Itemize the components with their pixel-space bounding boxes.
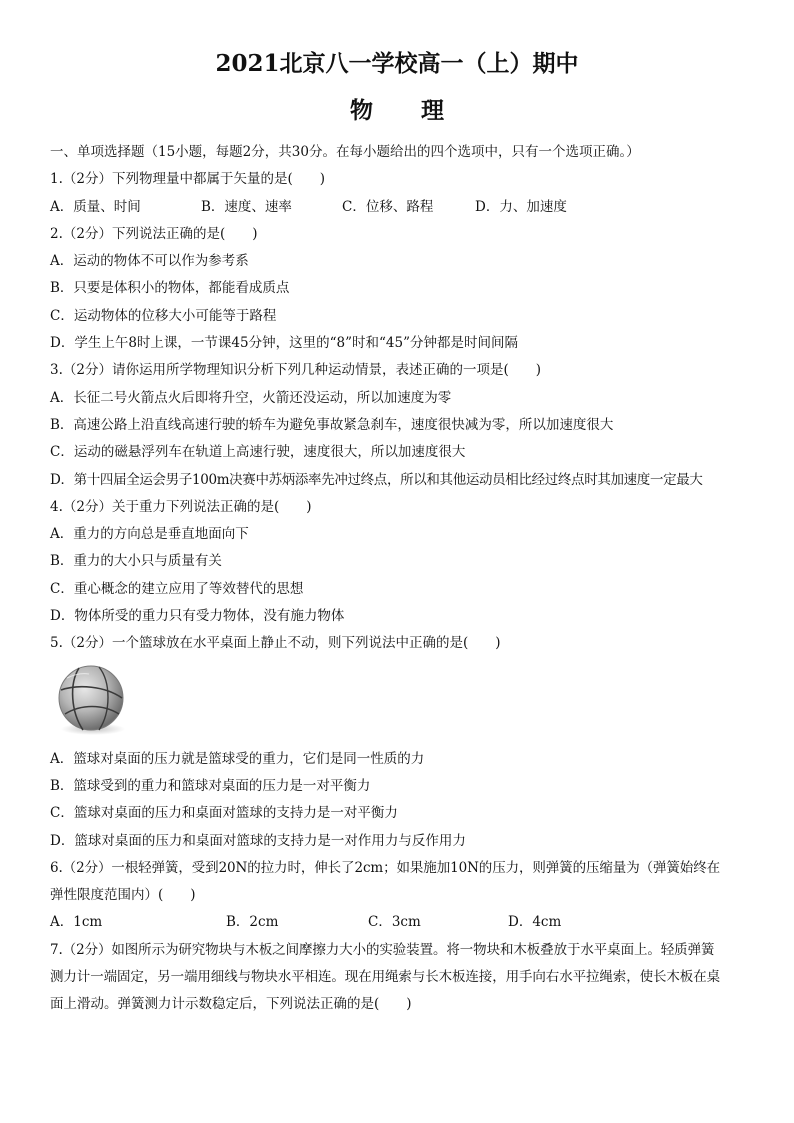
subject-title-right: 理 (421, 97, 444, 124)
section-heading: 一、单项选择题（15小题，每题2分，共30分。在每小题给出的四个选项中，只有一个选项正确。） (50, 144, 640, 160)
option: A．重力的方向总是垂直地面向下 (50, 526, 249, 543)
option: C．运动的磁悬浮列车在轨道上高速行驶，速度很大，所以加速度很大 (50, 444, 466, 461)
option: B．速度、速率 (201, 198, 292, 215)
question-7-stem-line-3: 面上滑动。弹簧测力计示数稳定后，下列说法正确的是( ) (50, 996, 412, 1013)
subject-title-left: 物 (350, 97, 373, 124)
option: D．4cm (508, 914, 562, 931)
option: B．重力的大小只与质量有关 (50, 553, 222, 570)
question-1-options (50, 194, 750, 221)
question-3-stem: 3.（2分）请你运用所学物理知识分析下列几种运动情景，表述正确的一项是( ) (50, 362, 542, 379)
question-4-stem: 4.（2分）关于重力下列说法正确的是( ) (50, 498, 312, 515)
option: C．3cm (368, 914, 421, 931)
question-7-stem-line-2: 测力计一端固定，另一端用细线与物块水平相连。现在用绳索与长木板连接，用手向右水平拉绳索，使长木板在桌 (50, 969, 720, 986)
basketball-figure (50, 658, 750, 746)
option: C．运动物体的位移大小可能等于路程 (50, 307, 277, 324)
option: B．只要是体积小的物体，都能看成质点 (50, 280, 290, 297)
question-6-stem-line-2: 弹性限度范围内）( ) (50, 887, 196, 904)
option: A．运动的物体不可以作为参考系 (50, 253, 249, 270)
exam-title: 2021北京八一学校高一（上）期中 (215, 50, 579, 77)
exam-content (50, 139, 750, 1019)
option: D．力、加速度 (475, 198, 567, 215)
subject-title (0, 95, 794, 127)
question-6-stem-line-1: 6.（2分）一根轻弹簧，受到20N的拉力时，伸长了2cm；如果施加10N的压力，则弹簧的压缩量为（弹簧始终在 (50, 859, 721, 876)
option: B．2cm (226, 914, 279, 931)
question-2-stem: 2.（2分）下列说法正确的是( ) (50, 225, 258, 242)
option: C．篮球对桌面的压力和桌面对篮球的支持力是一对平衡力 (50, 805, 398, 822)
question-5-stem: 5.（2分）一个篮球放在水平桌面上静止不动，则下列说法中正确的是( ) (50, 635, 501, 652)
option: D．篮球对桌面的压力和桌面对篮球的支持力是一对作用力与反作用力 (50, 832, 466, 849)
option: A．篮球对桌面的压力就是篮球受的重力，它们是同一性质的力 (50, 750, 425, 767)
question-6-options (50, 909, 750, 936)
option: D．学生上午8时上课，一节课45分钟，这里的“8”时和“45”分钟都是时间间隔 (50, 335, 518, 352)
option: A．质量、时间 (50, 198, 141, 215)
question-7-stem-line-1: 7.（2分）如图所示为研究物块与木板之间摩擦力大小的实验装置。将一物块和木板叠放于水平桌面上。轻质弹簧 (50, 941, 715, 958)
option: D．物体所受的重力只有受力物体，没有施力物体 (50, 608, 345, 625)
option: A．长征二号火箭点火后即将升空，火箭还没运动，所以加速度为零 (50, 389, 452, 406)
option: C．位移、路程 (342, 198, 434, 215)
option: C．重心概念的建立应用了等效替代的思想 (50, 580, 304, 597)
option: B．篮球受到的重力和篮球对桌面的压力是一对平衡力 (50, 777, 371, 794)
question-1-stem: 1.（2分）下列物理量中都属于矢量的是( ) (50, 171, 326, 188)
option: B．高速公路上沿直线高速行驶的轿车为避免事故紧急刹车，速度很快减为零，所以加速度很大 (50, 416, 614, 433)
basketball-image (53, 664, 129, 736)
option: D．第十四届全运会男子100m决赛中苏炳添率先冲过终点，所以和其他运动员相比经过终点时其加速度一定最大 (50, 471, 703, 488)
option: A．1cm (50, 914, 103, 931)
